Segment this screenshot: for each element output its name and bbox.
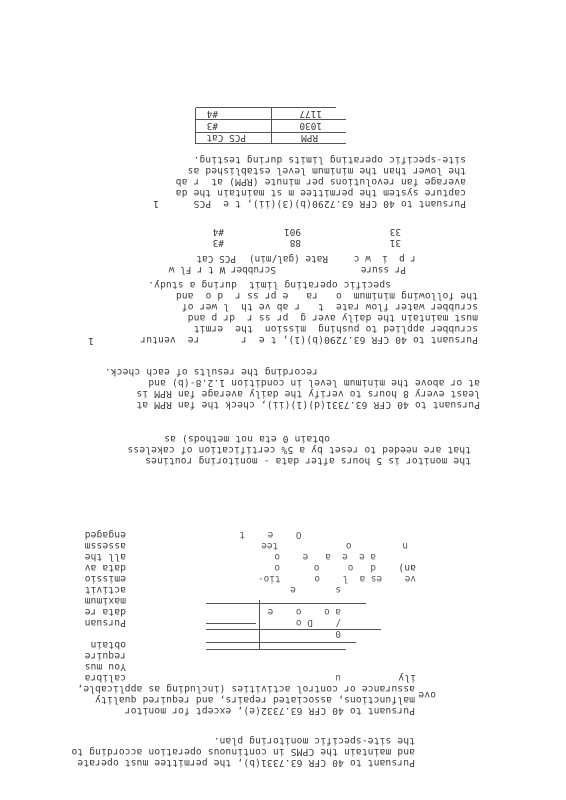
text-fragment: 0 [335,628,341,639]
text-line: the site-specific monitoring plan. [213,735,415,746]
text-line: scrubber water flow rate t r ab ve th l wer of [181,301,478,312]
text-line: average fan revolutions per minute (RPM) at r ab [175,176,466,187]
text-line: Pursuant to 40 CFR 63.7332(e), except for monitor [124,705,415,716]
text-fragment: Pursuan [84,617,126,628]
text-fragment: a e e a e o [274,551,376,562]
table-cell: 31 [389,237,401,248]
text-line: the following minimum o ra e pr ss r d o and [175,290,478,301]
text-fragment: require [84,650,126,661]
table-header: Pr ssure [360,264,406,275]
text-line: the monitor is 5 hours after data - monitoring routines [145,455,471,466]
text-fragment: a o o e [267,606,341,617]
text-line: specific operating limit during a study. [148,279,391,290]
text-fragment: n o tee [261,540,408,551]
text-fragment: obtain [90,639,126,650]
text-line: recording the results of each check. [104,366,318,377]
table-header: PCS Cat [196,253,236,264]
text-line: site-specific operating limits during testing. [193,154,466,165]
text-line: Pursuant to 40 CFR 63.7290(b)(3)(ii), t e PCS [193,198,466,209]
text-line: malfunctions, associated repairs, and required quality [95,694,415,705]
text-line: the lower than the minimum level established as [187,165,466,176]
table-rule [206,649,346,650]
text-fragment: s e [290,584,341,595]
table-rule [195,108,196,144]
text-fragment: ove [418,689,436,700]
text-fragment: / D o [295,617,341,628]
table-header: Scrubber W t r Fl w [168,264,276,275]
text-fragment: calibra [84,672,126,683]
table-cell: #3 [212,237,224,248]
text-fragment: d o o o [274,562,376,573]
table-rule [206,603,366,604]
item-number: 1 [88,335,94,346]
table-header: RPM [301,132,318,143]
table-rule [206,629,381,630]
table-rule [206,642,356,643]
text-line: Pursuant to 40 CFR 63.7331(b), the permittee must operate [77,757,415,768]
text-line: must maintain the daily aver g pr ss r dr p and [187,312,478,323]
item-number: 1 [153,198,159,209]
text-line: that are needed to reset by a 5% certification of cakeless [127,444,471,455]
text-fragment: ily [398,672,416,683]
text-fragment: assessm [84,540,126,551]
table-rule [271,108,272,144]
table-cell: 901 [284,226,301,237]
text-line: Pursuant to 40 CFR 63.7290(b)(1), t e r re ventur [140,334,478,345]
text-line: scrubber applied to pushing mission the ermit [193,323,478,334]
table-cell: #4 [212,226,224,237]
table-rule [259,600,260,650]
text-fragment: all the [84,551,126,562]
table-cell: 33 [389,226,401,237]
text-fragment: data re [84,606,126,617]
text-fragment: an) [398,562,416,573]
table-cell: 1177 [299,108,322,119]
text-line: assurance or control activities (including as applicable, [77,683,415,694]
table-rule [206,623,256,624]
table-cell: 88 [289,237,301,248]
text-line: Pursuant to 40 CFR 63.7331(d)(1)(ii), check the fan RPM at [136,399,480,410]
text-fragment: O e t [239,529,341,540]
text-fragment: emissio [84,573,126,584]
table-cell: #3 [206,120,218,131]
text-fragment: data av [84,562,126,573]
text-fragment: activit [84,584,126,595]
text-line: at or above the minimum level in condition 1.2.8-(b) and [148,377,480,388]
text-fragment: You mus [84,661,126,672]
table-cell: 1030 [299,120,322,131]
table-cell: #4 [206,108,218,119]
text-line: obtain 0 eta not methods) as [164,433,330,444]
table-header: Rate (gal/min) [248,253,328,264]
text-line: least every 8 hours to verify the daily average fan RPM is [136,388,480,399]
text-fragment: engaged [84,529,126,540]
table-header: PCS Cat [206,132,246,143]
text-fragment: maximum [84,595,126,606]
table-header: r p i w c [353,253,416,264]
text-line: and maintain the CPMS in continuous operation according to [71,746,415,757]
text-fragment: u [335,672,341,683]
text-fragment: ve es a l o tio- [257,573,416,584]
text-line: capture system the permittee m st maintain the da [175,187,466,198]
